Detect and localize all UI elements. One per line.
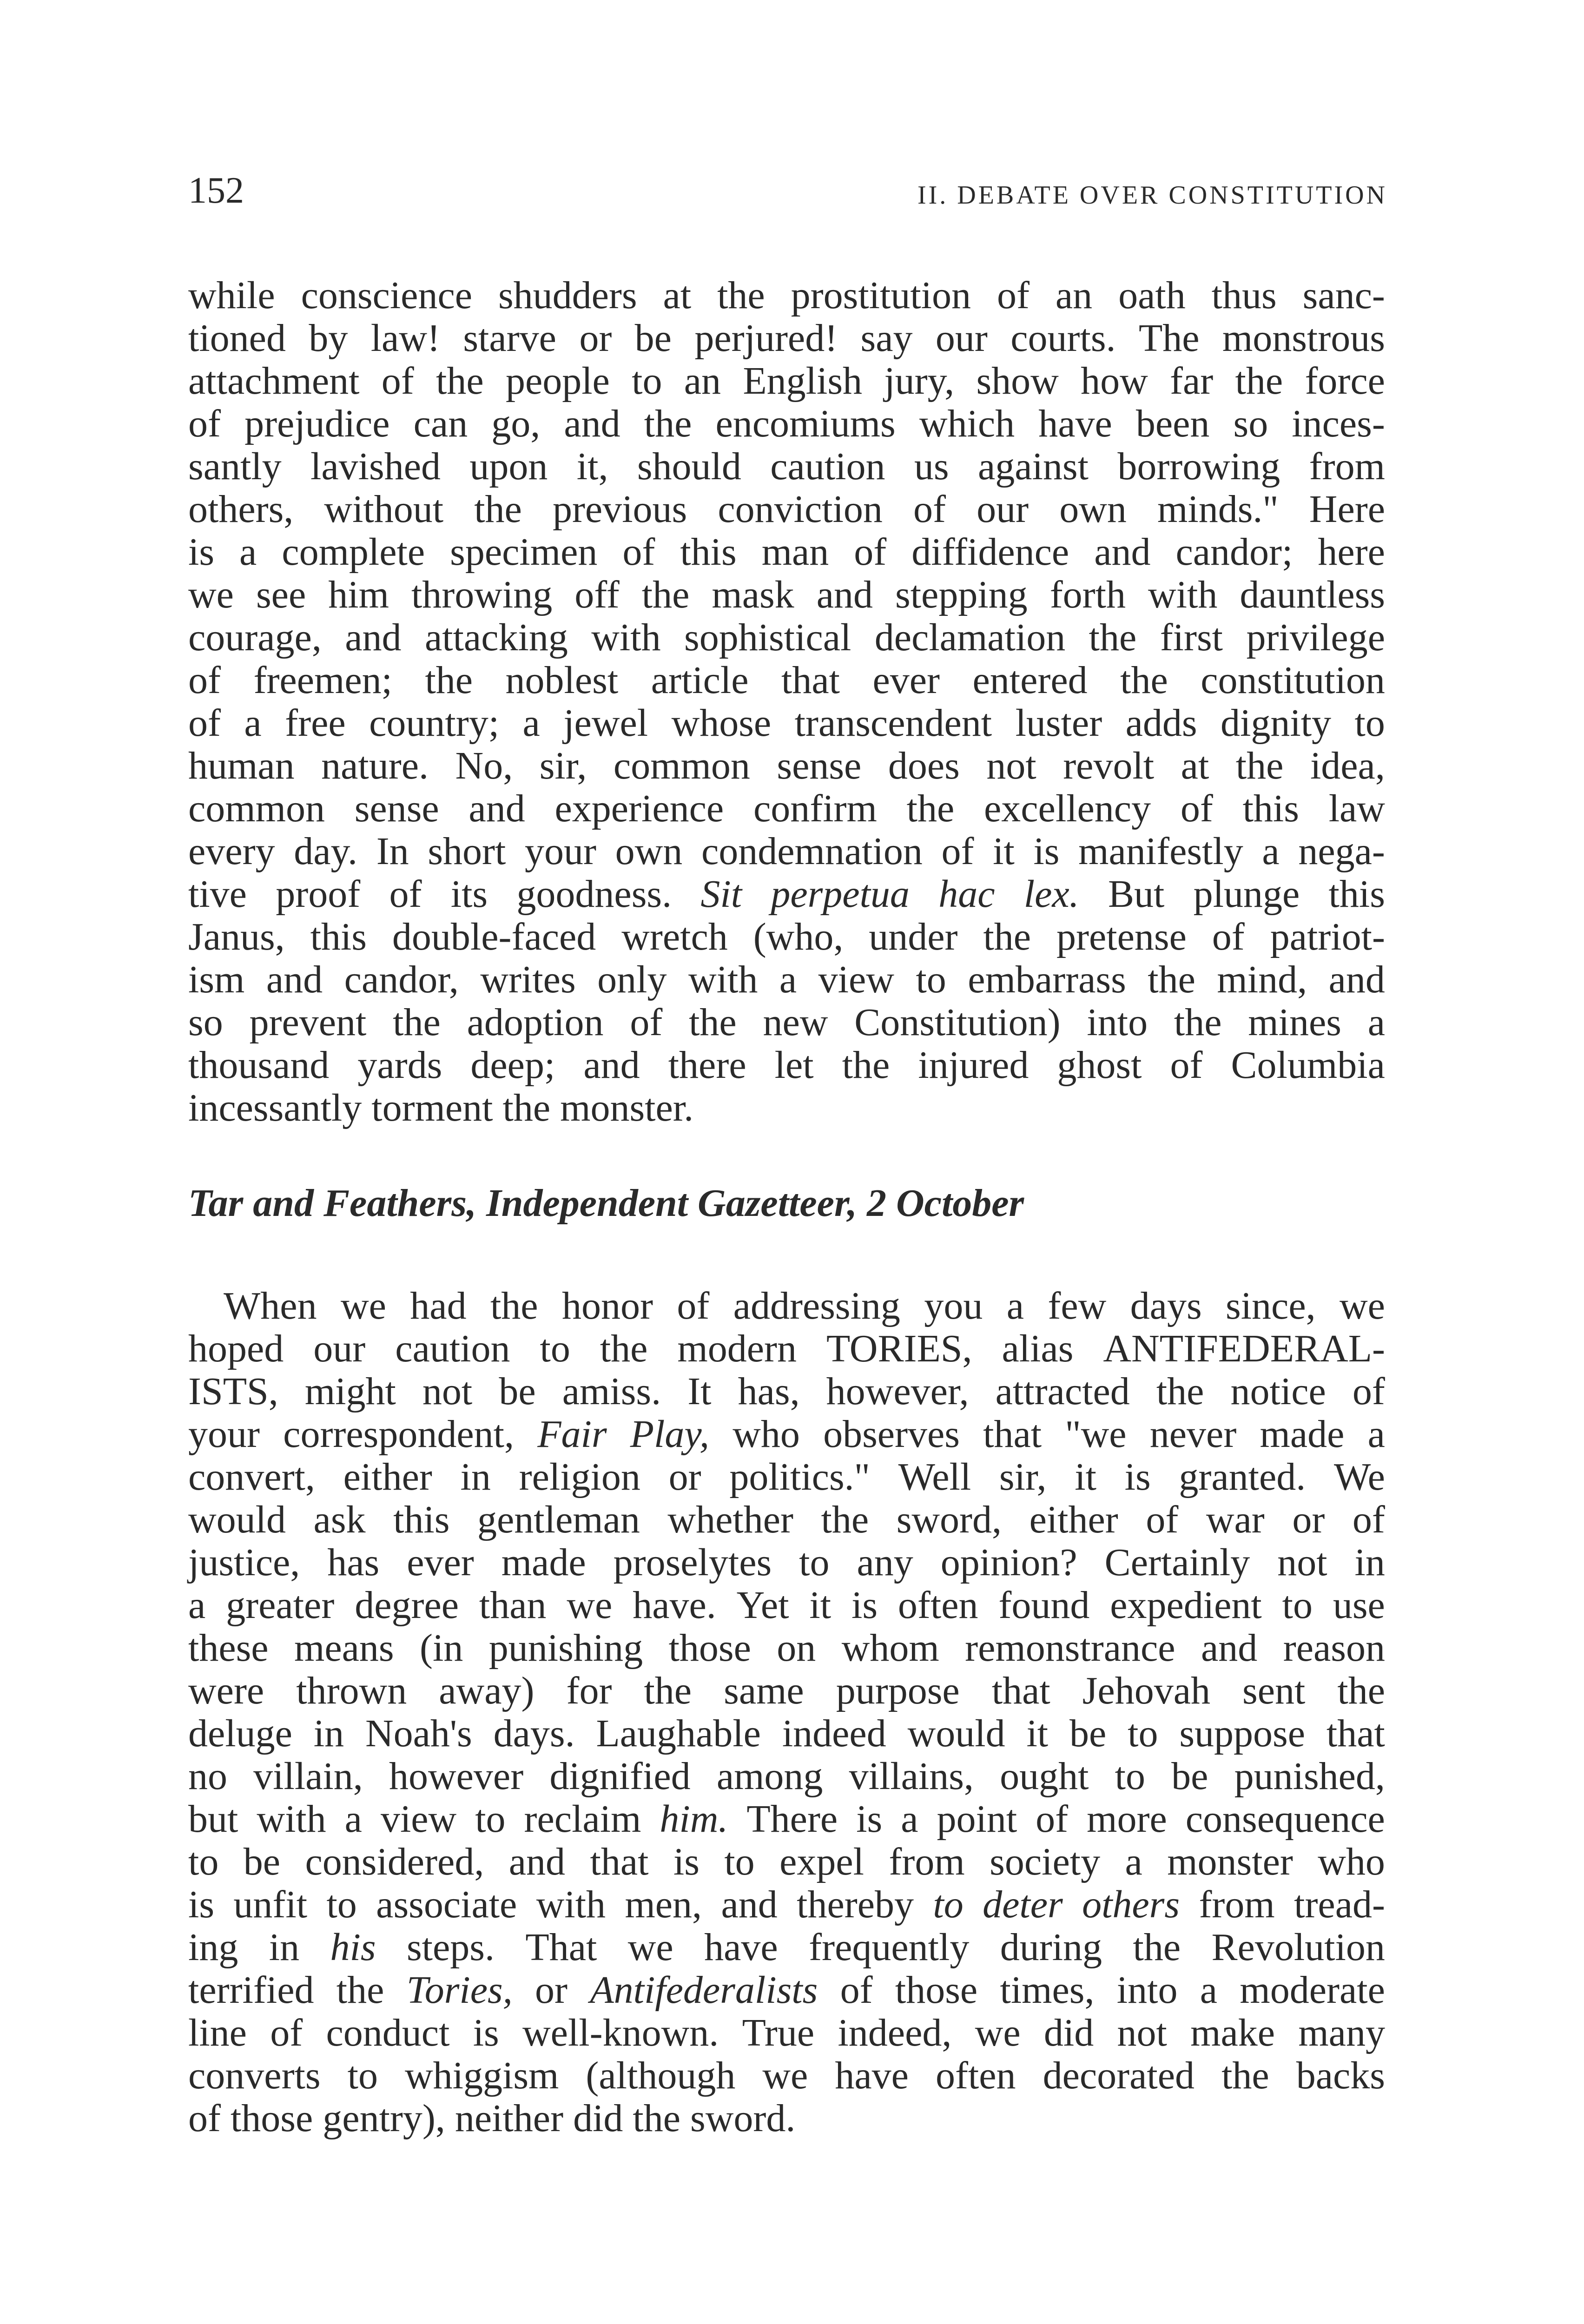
page-number: 152 — [188, 170, 244, 211]
text-line: would ask this gentleman whether the sword, either of war or of — [188, 1498, 1385, 1541]
text-line: courage, and attacking with sophistical declamation the first privilege — [188, 616, 1385, 659]
text-line: human nature. No, sir, common sense does not revolt at the idea, — [188, 744, 1385, 787]
text-line: of a free country; a jewel whose transcendent luster adds dignity to — [188, 701, 1385, 745]
text-line: line of conduct is well-known. True indeed, we did not make many — [188, 2011, 1385, 2054]
text-line: convert, either in religion or politics." Well sir, it is granted. We — [188, 1455, 1385, 1499]
text-line: deluge in Noah's days. Laughable indeed would it be to suppose that — [188, 1712, 1385, 1755]
text-line: is a complete specimen of this man of diffidence and candor; here — [188, 530, 1385, 574]
text-line: we see him throwing off the mask and stepping forth with dauntless — [188, 573, 1385, 616]
text-line: of those gentry), neither did the sword. — [188, 2097, 796, 2140]
text-line: attachment of the people to an English jury, show how far the force — [188, 359, 1385, 403]
text-line: santly lavished upon it, should caution us against borrowing from — [188, 445, 1385, 488]
text-line: these means (in punishing those on whom remonstrance and reason — [188, 1626, 1385, 1670]
text-line: ing in his steps. That we have frequently during the Revolution — [188, 1926, 1385, 1969]
text-line: hoped our caution to the modern TORIES, alias ANTIFEDERAL- — [188, 1327, 1385, 1370]
text-line: common sense and experience confirm the excellency of this law — [188, 787, 1385, 830]
text-line: When we had the honor of addressing you a few days since, we — [224, 1284, 1385, 1327]
text-line: while conscience shudders at the prostitution of an oath thus sanc- — [188, 274, 1385, 317]
text-line: a greater degree than we have. Yet it is often found expedient to use — [188, 1584, 1385, 1627]
paragraph-continued — [188, 274, 1385, 1129]
text-line: incessantly torment the monster. — [188, 1086, 694, 1129]
text-line: so prevent the adoption of the new Constitution) into the mines a — [188, 1001, 1385, 1044]
text-line: were thrown away) for the same purpose that Jehovah sent the — [188, 1669, 1385, 1712]
text-line: ISTS, might not be amiss. It has, however, attracted the notice of — [188, 1370, 1385, 1413]
text-line: but with a view to reclaim him. There is a point of more consequence — [188, 1797, 1385, 1841]
paragraph-tar-and-feathers — [188, 1285, 1385, 2140]
text-line: to be considered, and that is to expel from society a monster who — [188, 1840, 1385, 1883]
page-header — [188, 172, 1387, 228]
text-line: is unfit to associate with men, and thereby to deter others from tread- — [188, 1883, 1385, 1926]
text-line: every day. In short your own condemnation of it is manifestly a nega- — [188, 830, 1385, 873]
text-line: tioned by law! starve or be perjured! say our courts. The monstrous — [188, 317, 1385, 360]
text-line: thousand yards deep; and there let the injured ghost of Columbia — [188, 1043, 1385, 1087]
text-line: others, without the previous conviction of our own minds." Here — [188, 488, 1385, 531]
text-line: justice, has ever made proselytes to any opinion? Certainly not in — [188, 1541, 1385, 1584]
text-line: of freemen; the noblest article that ever entered the constitution — [188, 659, 1385, 702]
text-line: Janus, this double-faced wretch (who, under the pretense of patriot- — [188, 915, 1385, 958]
text-line: terrified the Tories, or Antifederalists of those times, into a moderate — [188, 1968, 1385, 2012]
text-line: tive proof of its goodness. Sit perpetua hac lex. But plunge this — [188, 872, 1385, 916]
text-line: your correspondent, Fair Play, who observes that "we never made a — [188, 1413, 1385, 1456]
text-line: no villain, however dignified among villains, ought to be punished, — [188, 1755, 1385, 1798]
running-head: II. DEBATE OVER CONSTITUTION — [917, 181, 1387, 210]
text-line: ism and candor, writes only with a view to embarrass the mind, and — [188, 958, 1385, 1001]
text-line: of prejudice can go, and the encomiums which have been so inces- — [188, 402, 1385, 445]
text-line: converts to whiggism (although we have often decorated the backs — [188, 2054, 1385, 2097]
section-heading: Tar and Feathers, Independent Gazetteer, 2 October — [188, 1182, 1024, 1225]
